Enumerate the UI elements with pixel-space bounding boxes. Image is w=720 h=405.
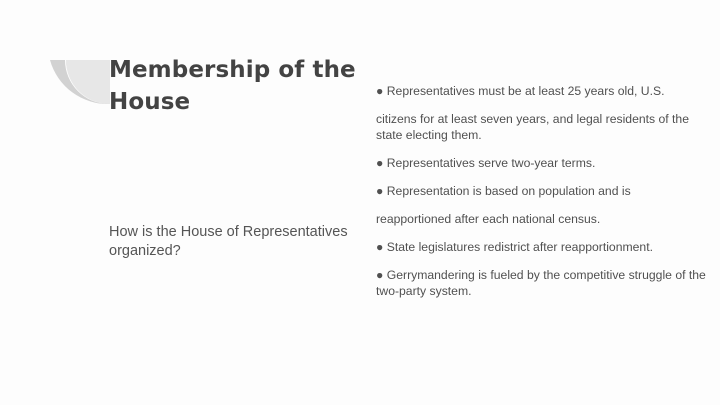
bullet-paragraph-5: reapportioned after each national census. <box>376 212 601 226</box>
bullet-paragraph-7: ● Gerrymandering is fueled by the competitive struggle of the two-party system. <box>376 268 706 298</box>
bullet-paragraph-6: ● State legislatures redistrict after reapportionment. <box>376 240 653 254</box>
slide-subtitle: How is the House of Representatives organized? <box>109 224 348 259</box>
bullet-paragraph-1: ● Representatives must be at least 25 years old, U.S. <box>376 84 665 98</box>
bullet-paragraph-3: ● Representatives serve two-year terms. <box>376 156 596 170</box>
bullet-paragraph-2: citizens for at least seven years, and legal residents of the state electing them. <box>376 112 689 142</box>
slide-title: Membership of the House <box>109 57 356 115</box>
decoration-inner-arc <box>65 60 110 104</box>
quarter-circle-decoration <box>50 60 110 104</box>
bullet-paragraph-4: ● Representation is based on population and is <box>376 184 631 198</box>
